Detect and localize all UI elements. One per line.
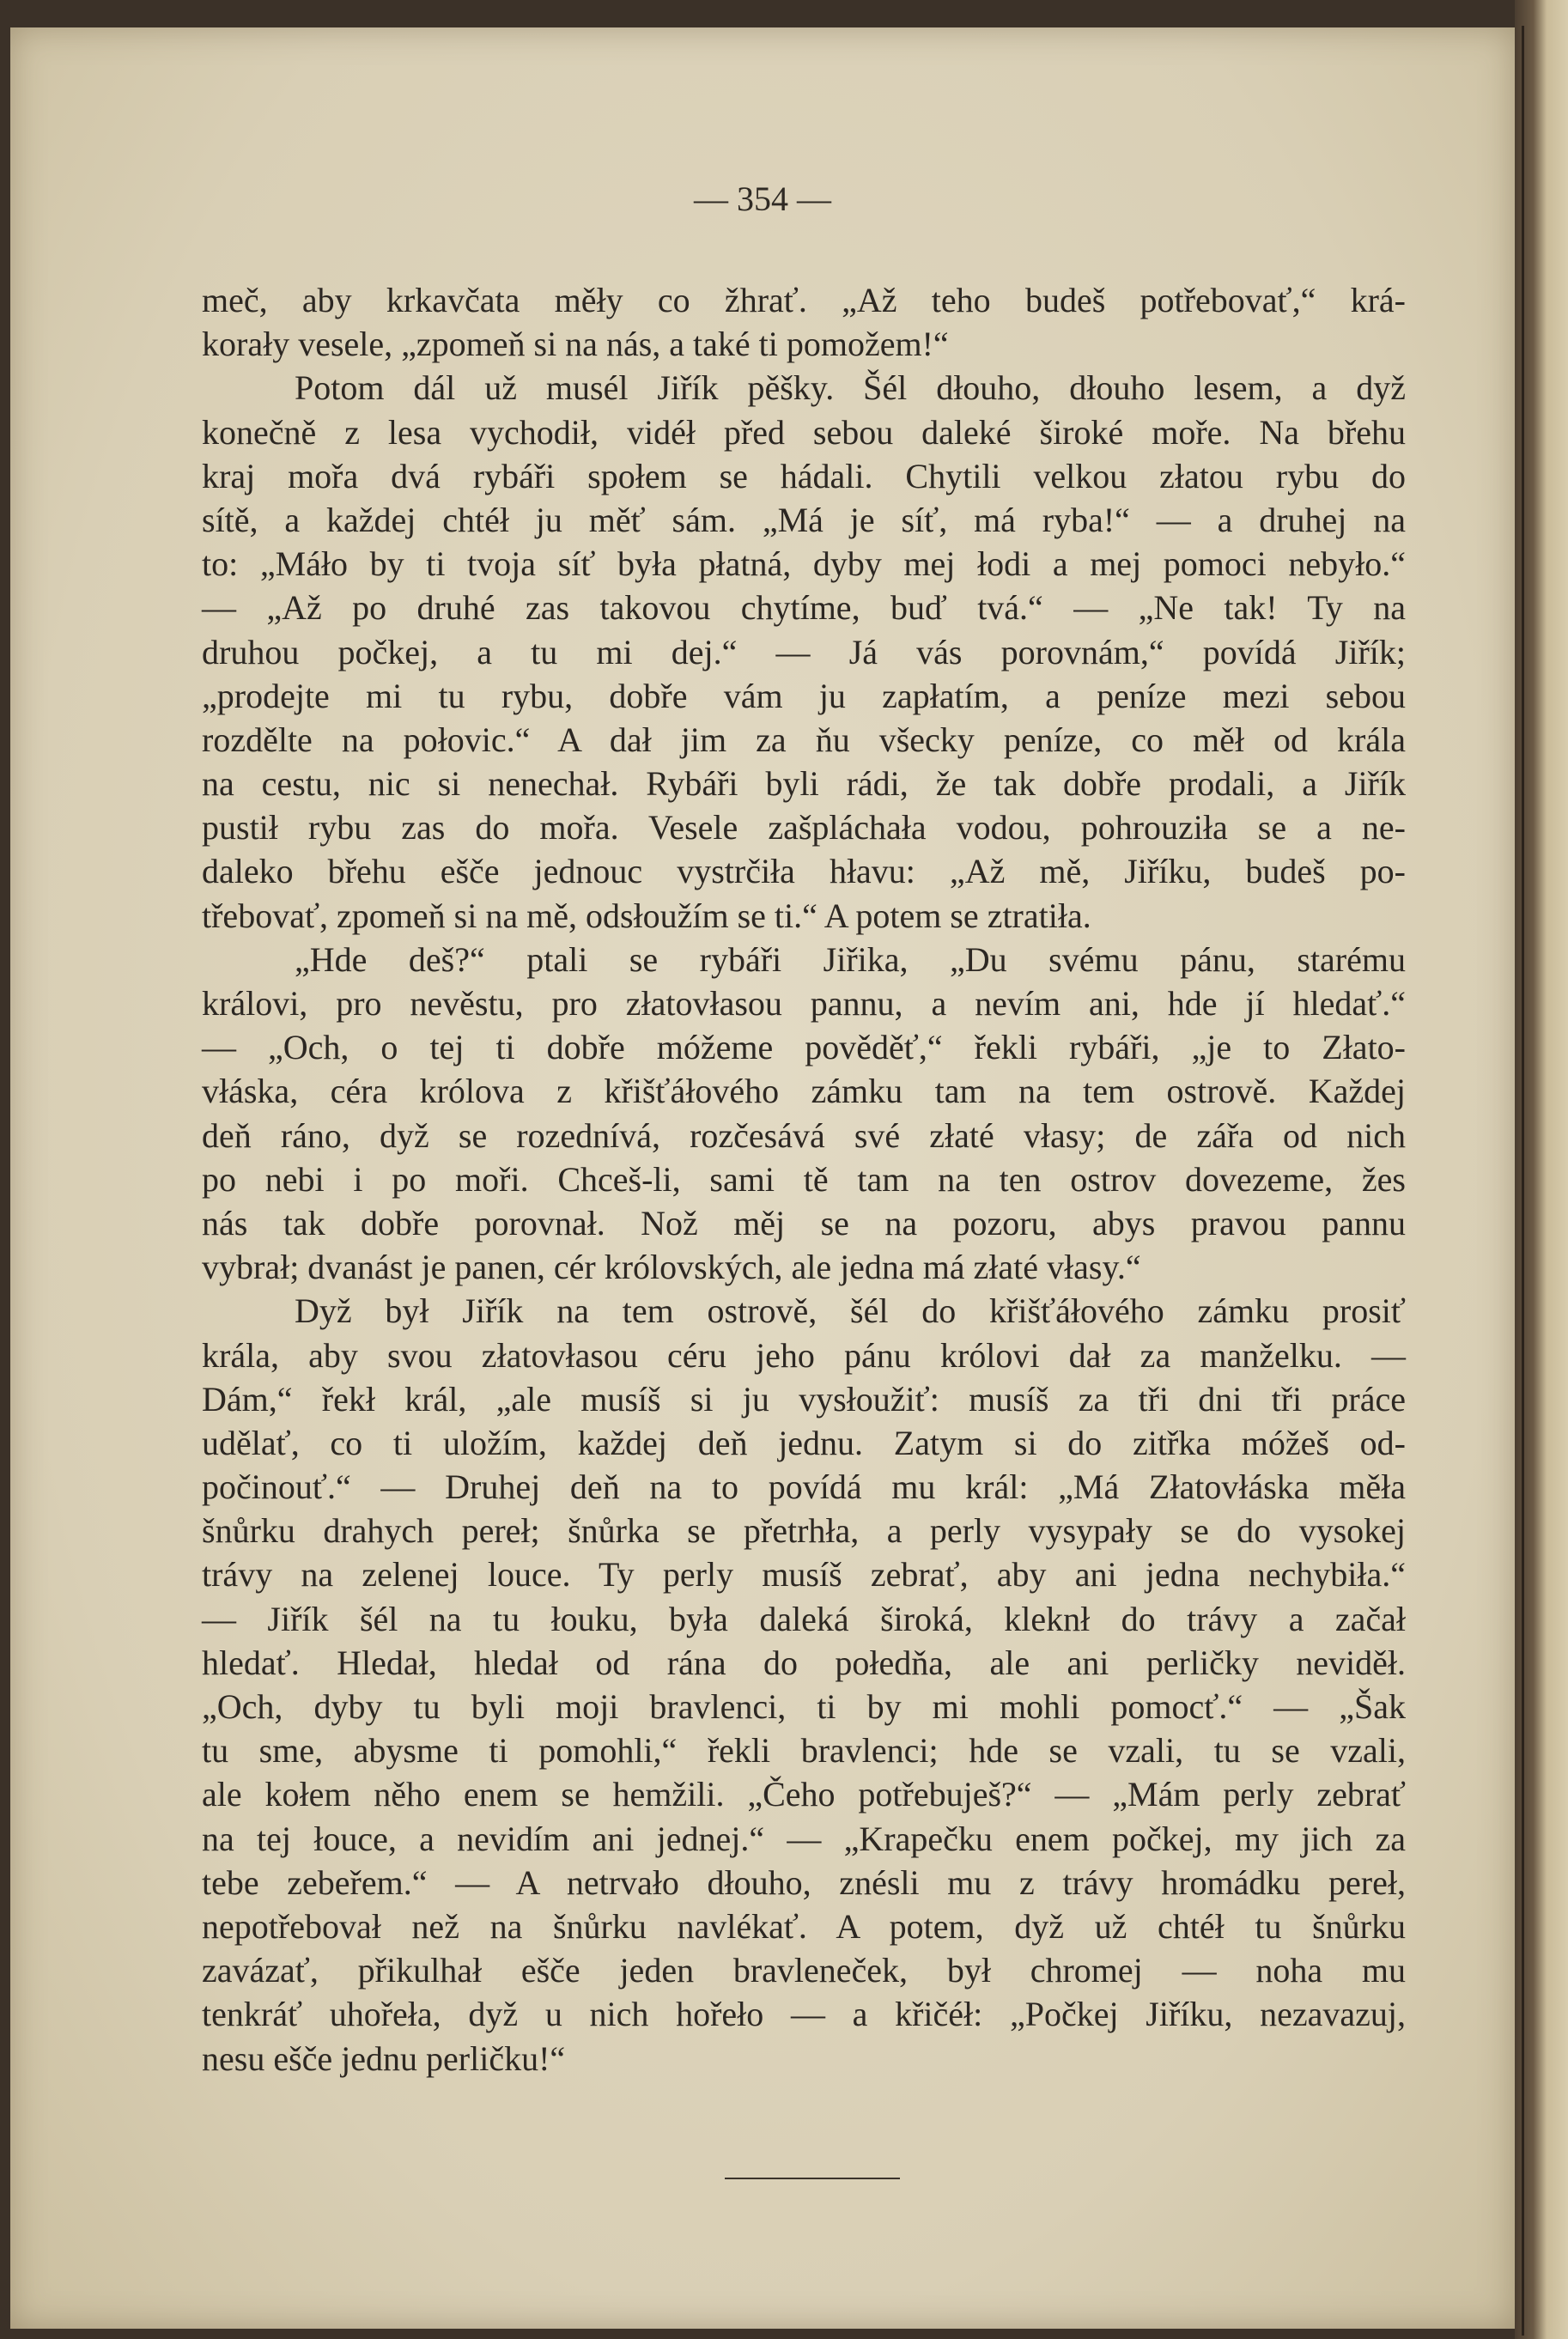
page-edge-line — [1522, 26, 1524, 2336]
text-line: královi, pro nevěstu, pro złatovłasou pannu, a nevím ani, hde jí hledať.“ — [202, 984, 1406, 1023]
text-line: počinouť.“ — Druhej deň na to povídá mu král: „Má Złatovłáska měła — [202, 1467, 1406, 1507]
text-line: — „Och, o tej ti dobře móžeme pověděť,“ řekli rybáři, „je to Złato- — [202, 1028, 1406, 1067]
text-line: pustił rybu zas do mořa. Vesele zašpláchała vodou, pohrouziła se a ne- — [202, 808, 1406, 848]
text-line: na cestu, nic si nenechał. Rybáři byli rádi, že tak dobře prodali, a Jiřík — [202, 764, 1406, 804]
text-line: druhou počkej, a tu mi dej.“ — Já vás porovnám,“ povídá Jiřík; — [202, 632, 1406, 671]
text-line: zavázať, přikulhał ešče jeden bravleneček, był chromej — noha mu — [202, 1951, 1406, 1990]
text-line: tenkráť uhořeła, dyž u nich hořeło — a křičéł: „Počkej Jiříku, nezavazuj, — [202, 1995, 1406, 2034]
text-line: udělať, co ti uložím, každej deň jednu. Zatym si do zitřka móžeš od- — [202, 1423, 1406, 1462]
text-line: „Och, dyby tu byli moji bravlenci, ti by mi mohli pomocť.“ — „Šak — [202, 1687, 1406, 1726]
text-line: sítě, a každej chtéł ju měť sám. „Má je síť, má ryba!“ — a druhej na — [202, 500, 1406, 539]
text-line: krála, aby svou złatovłasou céru jeho pánu królovi dał za manželku. — — [202, 1335, 1406, 1375]
text-line: deň ráno, dyž se rozednívá, rozčesává své złaté vłasy; de zářa od nich — [202, 1115, 1406, 1155]
text-line: po nebi i po moři. Chceš-li, sami tě tam na ten ostrov dovezeme, žes — [202, 1159, 1406, 1199]
body-text — [202, 278, 1406, 2081]
book-page — [10, 27, 1515, 2329]
text-line: tebe zebeřem.“ — A netrvało dłouho, znésli mu z trávy hromádku pereł, — [202, 1862, 1406, 1902]
text-line: konečně z lesa vychodił, vidéł před sebou daleké široké moře. Na břehu — [202, 412, 1406, 452]
text-line: — „Až po druhé zas takovou chytíme, buď tvá.“ — „Ne tak! Ty na — [202, 588, 1406, 628]
text-line: ale kołem něho enem se hemžili. „Čeho potřebuješ?“ — „Mám perly zebrať — [202, 1775, 1406, 1814]
text-line: kraj mořa dvá rybáři społem se hádali. Chytili velkou złatou rybu do — [202, 456, 1406, 495]
text-line: nesu ešče jednu perličku!“ — [202, 2038, 566, 2078]
text-line: Potom dál už musél Jiřík pěšky. Šél dłouho, dłouho lesem, a dyž — [295, 368, 1406, 408]
text-line: tu sme, abysme ti pomohli,“ řekli bravlenci; hde se vzali, tu se vzali, — [202, 1731, 1406, 1771]
text-line: šnůrku drahych pereł; šnůrka se přetrhła, a perly vysypały se do vysokej — [202, 1511, 1406, 1551]
text-line: — Jiřík šél na tu łouku, była daleká široká, kleknł do trávy a začał — [202, 1599, 1406, 1638]
text-line: Dám,“ řekł král, „ale musíš si ju vysłoužiť: musíš za tři dni tři práce — [202, 1379, 1406, 1419]
text-line: nás tak dobře porovnał. Nož měj se na pozoru, abys pravou pannu — [202, 1203, 1406, 1242]
end-rule — [725, 2178, 900, 2179]
text-line: rozdělte na połovic.“ A dał jim za ňu všecky peníze, co měł od krála — [202, 720, 1406, 759]
text-line: trávy na zelenej louce. Ty perly musíš zebrať, aby ani jedna nechybiła.“ — [202, 1555, 1406, 1595]
text-line: meč, aby krkavčata měły co žhrať. „Až teho budeš potřebovať,“ krá- — [202, 281, 1406, 319]
text-line: hledať. Hledał, hledał od rána do połedňa, ale ani perličky neviděł. — [202, 1643, 1406, 1682]
text-line: vybrał; dvanást je panen, cér królovských, ale jedna má złaté vłasy.“ — [202, 1248, 1141, 1287]
text-line: „Hde deš?“ ptali se rybáři Jiřika, „Du svému pánu, starému — [295, 939, 1406, 979]
text-line: daleko břehu ešče jednouc vystrčiła hłavu: „Až mě, Jiříku, budeš po- — [202, 852, 1406, 891]
text-line: na tej łouce, a nevidím ani jednej.“ — „Krapečku enem počkej, my jich za — [202, 1819, 1406, 1858]
text-line: Dyž był Jiřík na tem ostrově, šél do křišťáłového zámku prosiť — [295, 1291, 1406, 1331]
text-line: „prodejte mi tu rybu, dobře vám ju zapłatím, a peníze mezi sebou — [202, 676, 1406, 715]
text-line: třebovať, zpomeň si na mě, odsłoužím se ti.“ A potem se ztratiła. — [202, 896, 1091, 935]
text-line: to: „Máło by ti tvoja síť była płatná, dyby mej łodi a mej pomoci nebyło.“ — [202, 544, 1406, 584]
text-line: nepotřebovał než na šnůrku navlékať. A potem, dyž už chtéł tu šnůrku — [202, 1906, 1406, 1946]
page-number: — 354 — — [694, 179, 831, 218]
text-line: korały vesele, „zpomeň si na nás, a také ti pomožem!“ — [202, 325, 949, 364]
text-line: vłáska, céra królova z křišťáłového zámku tam na tem ostrově. Každej — [202, 1072, 1406, 1111]
